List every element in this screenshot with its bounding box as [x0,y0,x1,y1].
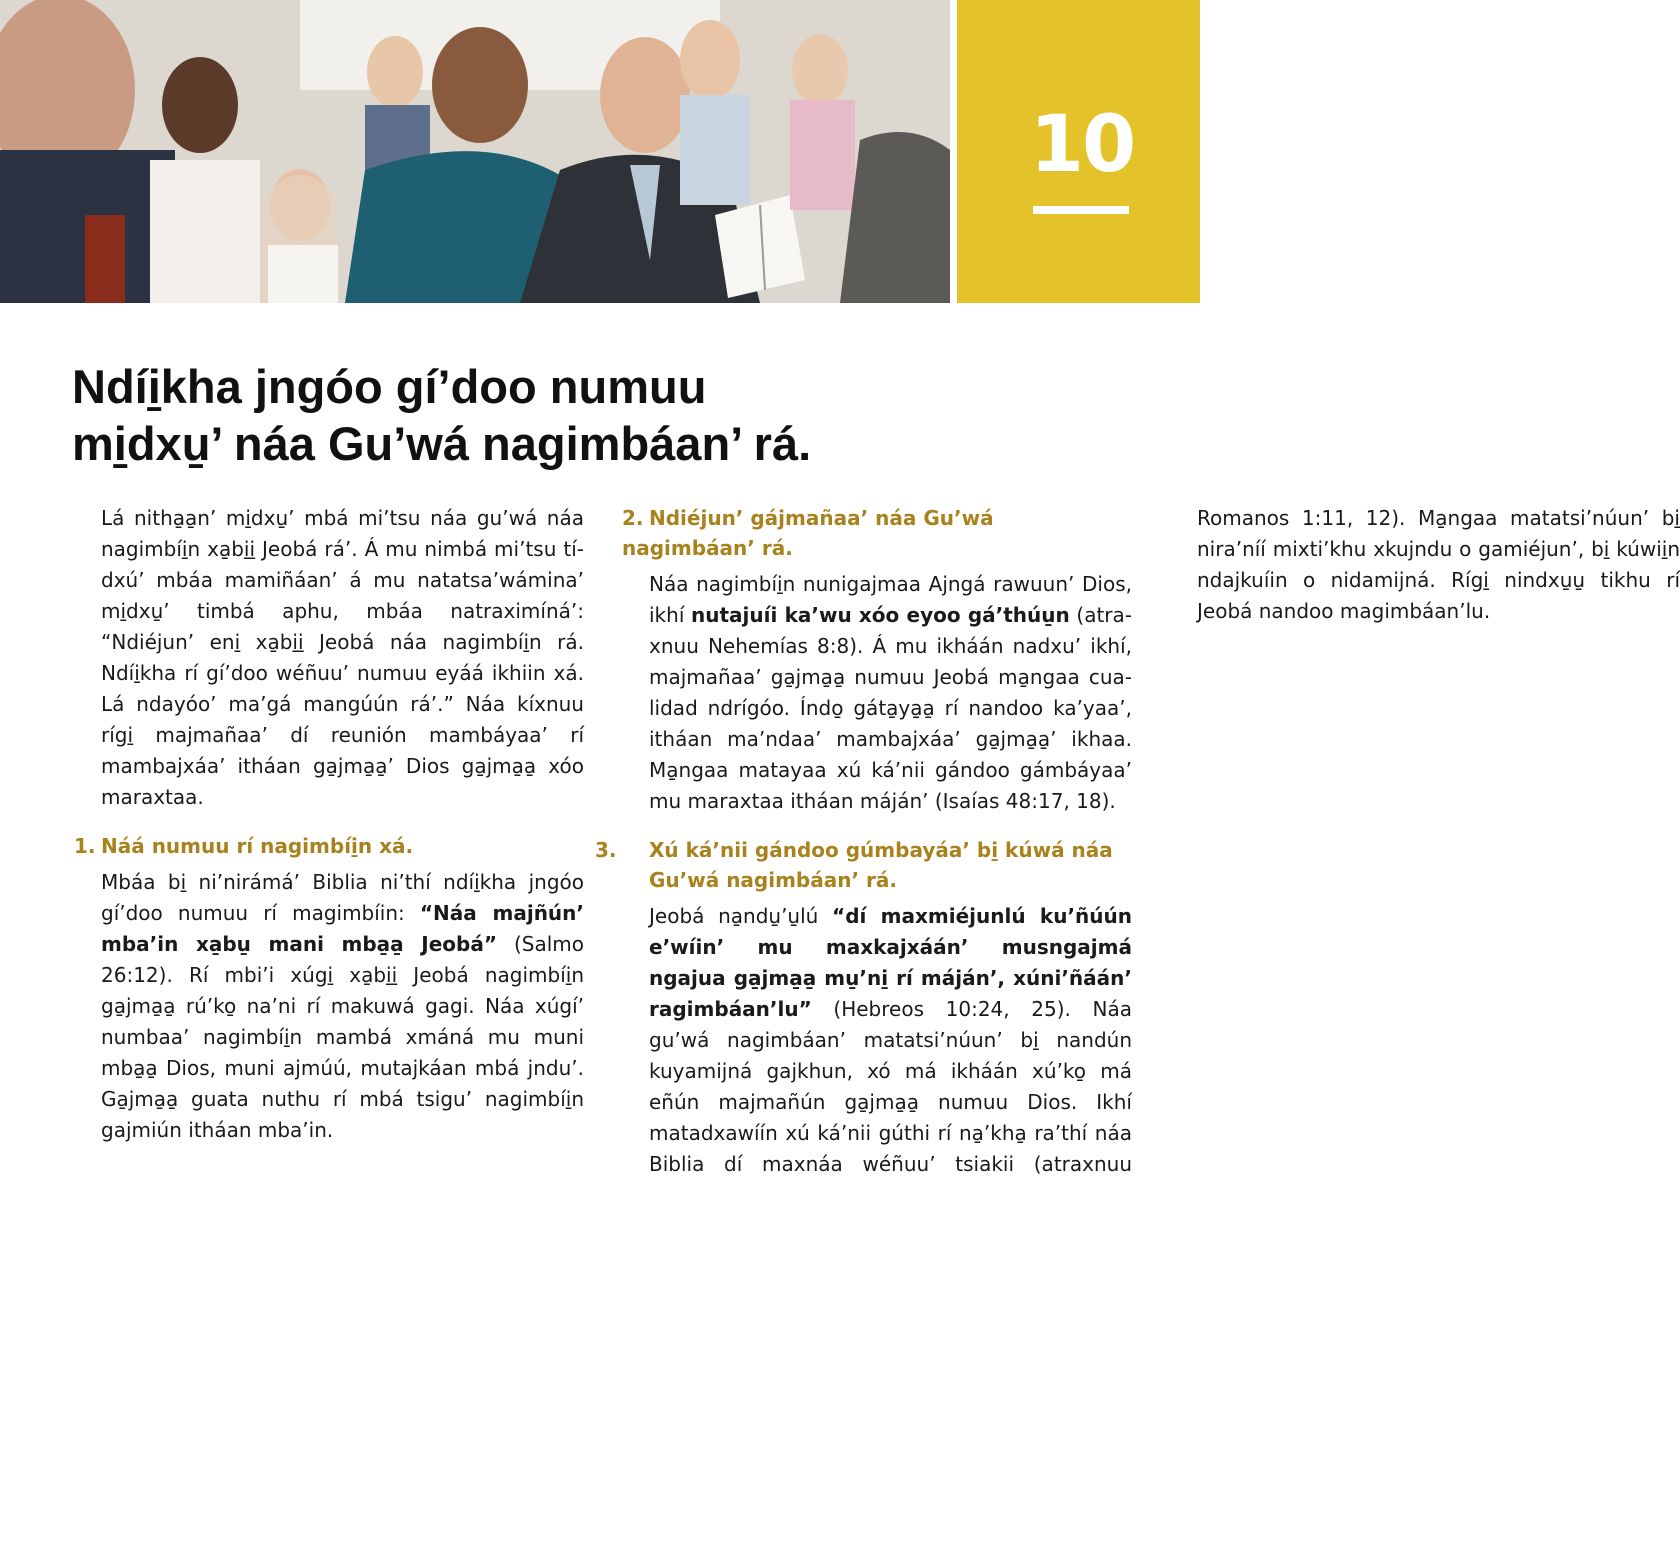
answer-text: Náa nagimbíi̱n nunigajmaa Ajngá rawuun’ Dios, ikhí [649,572,1132,627]
scripture-quote: “dí maxmiéjunlú ku’ñúún e’wíin’ mu maxkajxáán’ musngajmá ngajua ga̱jma̱a̱ mu̱’ni̱ rí máján’, xúni’ñáán’ ragimbáan’lu” [649,904,1132,1021]
question-1-heading [74,831,584,861]
page-title-line-1: Ndíi̱kha jngóo gí’doo numuu [72,360,707,413]
question-2-text: Ndiéjun’ gájmañaa’ náa Gu’wá nagimbáan’ rá. [622,506,994,560]
answer-text: (Hebreos 10:24, 25). Náa gu’wá nagimbáan’ matatsi’núun’ bi̱ nandún kuyamijná gajkhun, xó má ikháán xú’ko̱ má eñún majmañún ga̱jma̱a̱ numuu Dios. Ikhí matadxawíín xú ká’nii gúthi rí na̱’kha̱ ra’thí náa Biblia dí maxnáa wéñuu’ tsiakii (atraxnuu Romanos 1:11, 12). Ma̱ngaa matatsi’núun’ bi̱ nira’níí mixti’khu xkujndu o gamiéjun’, bi̱ kúwii̱n ndajkuíin o nidamijná. Rígi̱ nindxu̱u̱ tikhu rí Jeobá nandoo magimbáan’lu. [649,506,1680,1176]
question-2-heading [622,503,1132,563]
question-1-answer [101,867,584,1146]
question-1-text: Náá numuu rí nagimbíi̱n xá. [101,834,414,858]
question-3-text-line-2: Gu’wá nagimbáan’ rá. [649,868,897,892]
emphasized-text: nutajuíi ka’wu xóo eyoo gá’thúu̱n [691,603,1070,627]
two-column-text-flow [74,503,1680,1203]
question-3-number: 3. [595,838,617,862]
congregation-photo [0,0,950,303]
answer-text: (atraxnuu Nehemías 8:8). Á mu ikháán nadxu’ ikhí, majmañaa’ ga̱jma̱a̱ numuu Jeobá ma̱ngaa cualidad ndrígóo. Índo̱ gáta̱ya̱a̱ rí nandoo ka’yaa’, itháan ma’ndaa’ mambajxáa’ ga̱jma̱a̱’ ikhaa. Ma̱ngaa matayaa xú ká’nii gándoo gámbáyaa’ mu maraxtaa itháan máján’ (Isaías 48:17, 18). [649,603,1132,813]
lesson-number: 10 [1029,100,1135,190]
hero-photo [0,0,950,303]
question-2-number: 2. [622,506,644,530]
answer-text: Mbáa bi̱ ni’nirámá’ Biblia ni’thí ndíi̱kha jngóo gí’doo numuu rí magimbíin: [101,870,584,925]
question-3-heading [595,835,1132,895]
question-3-text-line-1: Xú ká’nii gándoo gúmbayáa’ bi̱ kúwá náa [649,838,1113,862]
answer-text: (Salmo 26:12). Rí mbi’i xúgi̱ xa̱bi̱i̱ Jeobá nagimbíi̱n ga̱jma̱a̱ rú’ko̱ na’ni rí makuwá gagi. Náa xúgí’ numbaa’ nagimbíi̱n mambá xmáná mu muni mba̱a̱ Dios, muni ajmúú, mutajkáan mbá jndu’. Ga̱jma̱a̱ guata nuthu rí mbá tsigu’ nagimbíi̱n gajmiún itháan mba’in. [101,932,584,1142]
page-title [72,358,1132,472]
intro-paragraph: Lá nitha̱a̱n’ mi̱dxu̱’ mbá mi’tsu náa gu’wá náa nagimbíi̱n xa̱bi̱i̱ Jeobá rá’. Á mu nimbá mi’tsu tídxú’ mbáa mamiñáan’ á mu natatsa’wámina’ mi̱dxu̱’ timbá aphu, mbáa natraximíná’: “Ndiéjun’ eni̱ xa̱bi̱i̱ Jeobá náa nagimbíi̱n rá. Ndíi̱kha rí gí’doo wéñuu’ numuu eyáá ikhiin xá. Lá ndayóo’ ma’gá mangúún rá’.” Náa kíxnuu rígi̱ majmañaa’ dí reunión mambáyaa’ rí mambajxáa’ itháan ga̱jma̱a̱’ Dios ga̱jma̱a̱ xóo maraxtaa. [101,506,584,809]
answer-text: Jeobá na̱ndu̱’u̱lú [649,904,833,928]
scripture-quote: “Náa majñún’ mba’in xa̱bu̱ mani mba̱a̱ Jeobá” [101,901,585,956]
page-title-line-2: mi̱dxu̱’ náa Gu’wá nagimbáan’ rá. [72,417,812,470]
question-1-number: 1. [74,834,96,858]
lesson-number-underline [1033,206,1129,214]
question-2-answer-start [649,569,1132,817]
